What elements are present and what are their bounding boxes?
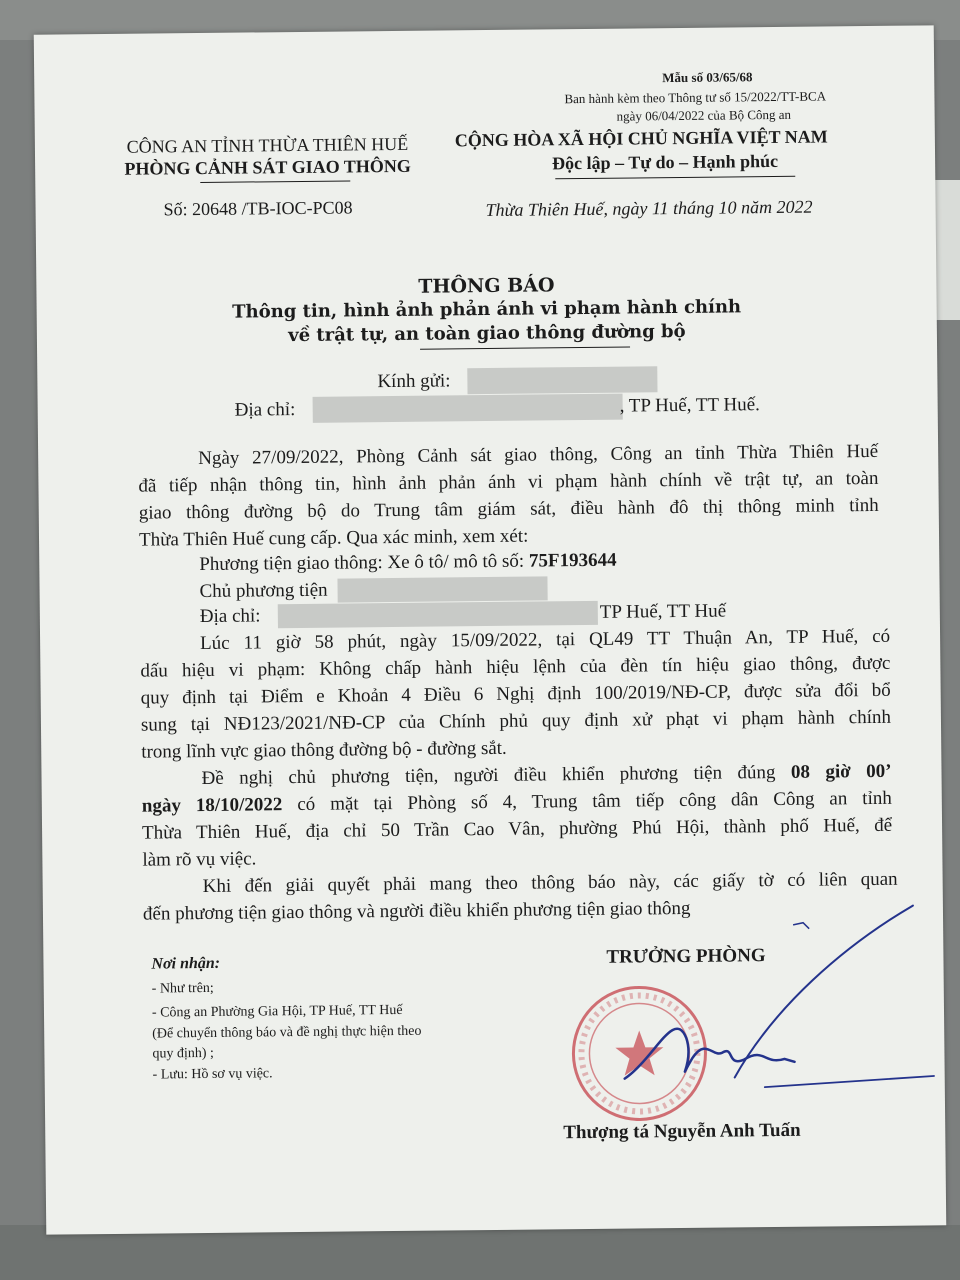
body-line: Đề nghị chủ phương tiện, người điều khiển phương tiện đúng 08 giờ 00’: [201, 760, 892, 790]
recipients-label: Nơi nhận:: [151, 954, 221, 973]
redacted-owner-address: [278, 601, 598, 628]
document-title: THÔNG BÁO: [418, 274, 555, 298]
document-subtitle-line2: về trật tự, an toàn giao thông đường bộ: [288, 320, 686, 347]
body-line: Khi đến giải quyết phải mang theo thông báo này, các giấy tờ có liên quan: [202, 868, 898, 898]
redacted-owner-name: [337, 576, 547, 602]
document-subtitle-line1: Thông tin, hình ảnh phản ánh vi phạm hành chính: [232, 296, 742, 323]
body-line: dấu hiệu vi phạm: Không chấp hành hiệu lệnh của đèn tín hiệu giao thông, được: [140, 652, 891, 682]
recipients-item: - Như trên;: [151, 980, 214, 997]
owner-label: Chủ phương tiện: [199, 579, 328, 603]
redacted-recipient-address: [313, 394, 623, 423]
owner-address-label: Địa chỉ:: [199, 605, 261, 628]
body-line: sung tại NĐ123/2021/NĐ-CP của Chính phủ quy định xử phạt vi phạm hành chính: [140, 706, 892, 736]
form-issued-line2: ngày 06/04/2022 của Bộ Công an: [616, 106, 792, 124]
body-line: giao thông đường bộ do Trung tâm giám sát, điều hành đô thị thông minh tỉnh: [138, 494, 879, 524]
body-line: quy định tại Điểm e Khoản 4 Điều 6 Nghị định 100/2019/NĐ-CP, được sửa đổi bổ: [140, 679, 891, 709]
country-name: CỘNG HÒA XÃ HỘI CHỦ NGHĨA VIỆT NAM: [454, 126, 828, 151]
vehicle-label: Phương tiện giao thông: Xe ô tô/ mô tô số:: [199, 550, 525, 576]
appointment-time: 08 giờ 00’: [790, 760, 892, 783]
body-line: trong lĩnh vực giao thông đường bộ - đường sắt.: [141, 737, 507, 763]
signature-scribble-icon: [613, 885, 935, 1128]
vehicle-row: [199, 550, 616, 576]
body-line: đến phương tiện giao thông và người điều khiển phương tiện giao thông: [142, 897, 691, 925]
body-line: ngày 18/10/2022 có mặt tại Phòng số 4, Trung tâm tiếp công dân Công an tỉnh: [141, 787, 892, 817]
appointment-date: ngày 18/10/2022: [141, 794, 283, 817]
department-name: PHÒNG CẢNH SÁT GIAO THÔNG: [124, 155, 411, 179]
form-issued-line1: Ban hành kèm theo Thông tư số 15/2022/TT-BCA: [564, 88, 827, 107]
recipients-item: - Lưu: Hồ sơ vụ việc.: [152, 1066, 273, 1083]
body-line: Thừa Thiên Huế cung cấp. Qua xác minh, xem xét:: [138, 525, 529, 551]
agency-name: CÔNG AN TỈNH THỪA THIÊN HUẾ: [126, 133, 409, 157]
body-line: làm rõ vụ việc.: [142, 848, 257, 871]
document-page: [34, 25, 947, 1234]
recipient-address-label: Địa chỉ:: [234, 399, 296, 421]
document-number: Số: 20648 /TB-IOC-PC08: [163, 197, 353, 220]
body-line: Lúc 11 giờ 58 phút, ngày 15/09/2022, tại QL49 TT Thuận An, TP Huế, có: [200, 625, 891, 655]
recipients-item: - Công an Phường Gia Hội, TP Huế, TT Huế: [151, 1002, 403, 1021]
form-number: Mẫu số 03/65/68: [662, 69, 753, 86]
owner-address-suffix: TP Huế, TT Huế: [599, 600, 727, 623]
redacted-recipient-name: [467, 366, 657, 394]
vehicle-plate: 75F193644: [528, 549, 617, 572]
body-line: đã tiếp nhận thông tin, hình ảnh phản ánh vi phạm hành chính về trật tự, an toàn: [138, 467, 879, 497]
recipients-item: (Để chuyển thông báo và đề nghị thực hiện theo: [152, 1023, 422, 1042]
recipient-label: Kính gửi:: [377, 370, 451, 393]
body-line: Ngày 27/09/2022, Phòng Cảnh sát giao thông, Công an tỉnh Thừa Thiên Huế: [198, 440, 879, 470]
signer-title: TRƯỞNG PHÒNG: [606, 945, 766, 968]
motto-underline: [555, 176, 795, 180]
body-line: Thừa Thiên Huế, địa chỉ 50 Trần Cao Vân, phường Phú Hội, thành phố Huế, để: [141, 814, 893, 844]
recipients-item: quy định) ;: [152, 1045, 214, 1062]
national-motto: Độc lập – Tự do – Hạnh phúc: [551, 150, 779, 174]
signer-name: Thượng tá Nguyễn Anh Tuấn: [563, 1119, 801, 1144]
date-line: Thừa Thiên Huế, ngày 11 tháng 10 năm 2022: [485, 196, 813, 221]
title-underline: [420, 347, 630, 350]
department-underline: [200, 180, 350, 183]
recipient-address-suffix: , TP Huế, TT Huế.: [619, 394, 760, 417]
